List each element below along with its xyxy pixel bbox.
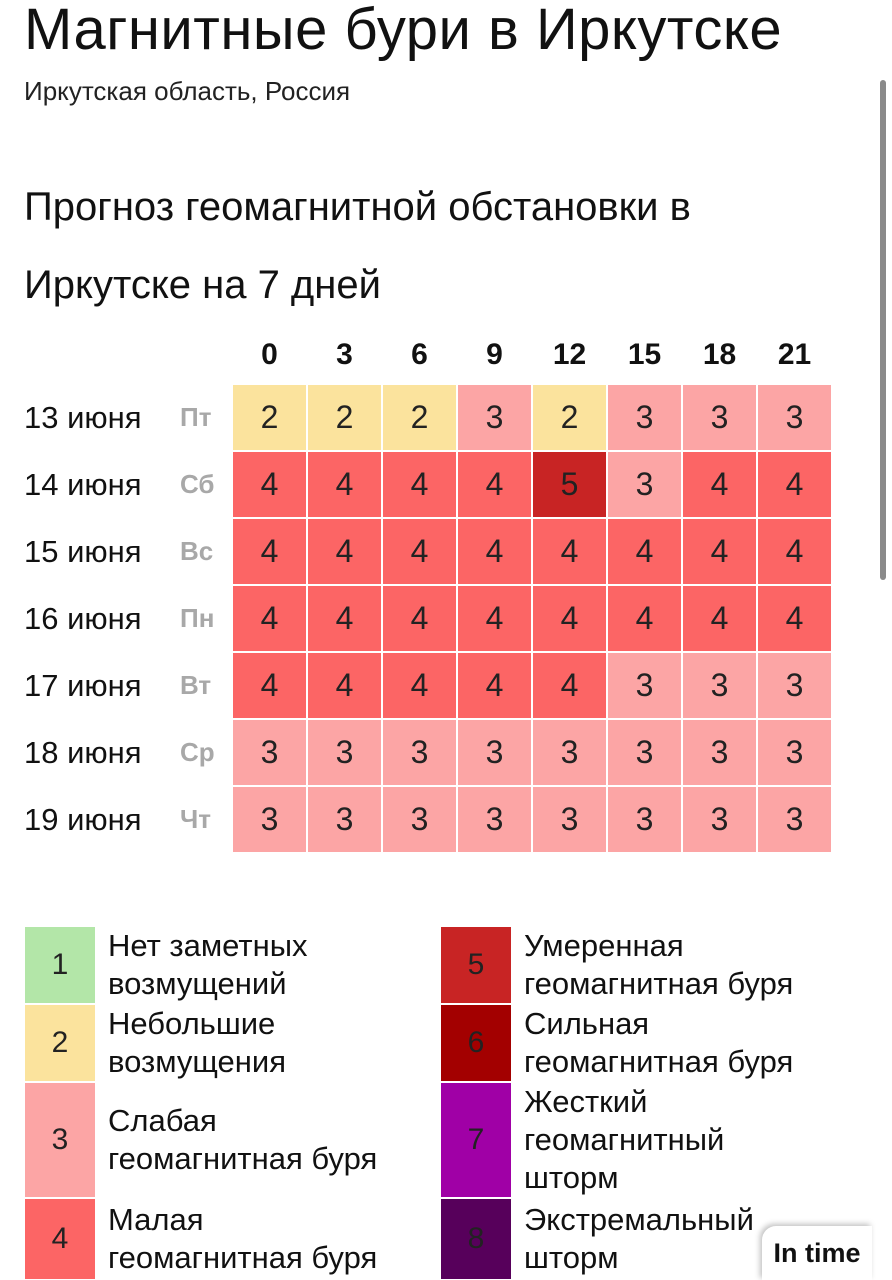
- legend-description-line: Сильная: [524, 1006, 650, 1041]
- legend-description: [108, 1005, 286, 1081]
- kp-cell: 3: [682, 719, 757, 786]
- weekday-label: Вт: [180, 670, 212, 700]
- legend-description-line: шторм: [524, 1160, 619, 1195]
- date-row: [24, 518, 228, 585]
- weekday-label: Пт: [180, 402, 212, 432]
- legend-level: 3: [51, 1123, 69, 1156]
- legend-item: [440, 1082, 850, 1198]
- legend-item: [24, 1198, 434, 1280]
- hour-label: 0: [261, 338, 278, 371]
- kp-cell: 4: [457, 652, 532, 719]
- kp-cell: 4: [457, 518, 532, 585]
- legend-level: 8: [467, 1222, 485, 1255]
- kp-cell: 2: [232, 384, 307, 451]
- legend-description-line: Нет заметных: [108, 928, 308, 963]
- legend-description: [108, 1102, 377, 1178]
- legend-level: 4: [51, 1222, 69, 1255]
- legend-item: [440, 1004, 850, 1082]
- legend-level: 5: [467, 948, 485, 981]
- hour-label: 21: [777, 338, 812, 371]
- kp-cell: 3: [382, 719, 457, 786]
- kp-cell: 3: [757, 719, 832, 786]
- section-title: Прогноз геомагнитной обстановки в Иркутске на 7 дней: [24, 185, 691, 307]
- kp-cell: 3: [232, 786, 307, 853]
- kp-cell: 3: [457, 786, 532, 853]
- kp-cell: 3: [757, 652, 832, 719]
- weekday-label: Ср: [180, 737, 215, 767]
- page-title: Магнитные бури в Иркутске: [24, 0, 783, 62]
- date-row: [24, 652, 228, 719]
- date-row: [24, 451, 228, 518]
- kp-cell: 3: [457, 719, 532, 786]
- kp-cell: 3: [532, 786, 607, 853]
- legend-description: [524, 1005, 793, 1081]
- legend-swatch: [24, 1082, 96, 1198]
- kp-cell: 3: [607, 384, 682, 451]
- legend-swatch: [440, 1004, 512, 1082]
- kp-cell: 3: [382, 786, 457, 853]
- date-row: [24, 786, 228, 853]
- kp-cell: 4: [607, 585, 682, 652]
- hour-label: 9: [486, 338, 503, 371]
- kp-cell: 4: [682, 518, 757, 585]
- kp-cell: 3: [457, 384, 532, 451]
- date-label: 14 июня: [24, 466, 142, 502]
- kp-cell: 4: [232, 451, 307, 518]
- legend-swatch: [24, 926, 96, 1004]
- hour-label: 3: [336, 338, 353, 371]
- legend-description-line: Слабая: [108, 1103, 217, 1138]
- kp-cell: 3: [532, 719, 607, 786]
- kp-cell: 4: [307, 585, 382, 652]
- legend-item: [24, 1004, 434, 1082]
- legend-item: [24, 926, 434, 1004]
- kp-cell: 4: [232, 585, 307, 652]
- legend-description: [524, 1201, 754, 1277]
- kp-cell: 4: [307, 518, 382, 585]
- kp-cell: 3: [757, 786, 832, 853]
- kp-cell: 4: [532, 585, 607, 652]
- hour-label: 18: [702, 338, 737, 371]
- date-row: [24, 585, 228, 652]
- legend-description: [524, 927, 793, 1003]
- legend-swatch: [24, 1004, 96, 1082]
- legend-description-line: геомагнитная буря: [524, 966, 794, 1001]
- kp-cell: 4: [757, 585, 832, 652]
- legend-description-line: геомагнитная буря: [524, 1044, 794, 1079]
- kp-cell: 3: [682, 652, 757, 719]
- date-label: 15 июня: [24, 533, 142, 569]
- kp-cell: 4: [457, 585, 532, 652]
- kp-cell: 4: [232, 518, 307, 585]
- kp-cell: 3: [607, 786, 682, 853]
- kp-cell: 3: [757, 384, 832, 451]
- legend-description-line: шторм: [524, 1240, 619, 1275]
- kp-cell: 4: [382, 585, 457, 652]
- kp-cell: 2: [532, 384, 607, 451]
- kp-cell: 4: [457, 451, 532, 518]
- kp-cell: 4: [232, 652, 307, 719]
- kp-cell: 3: [607, 719, 682, 786]
- hour-label: 6: [411, 338, 428, 371]
- legend-level: 2: [51, 1026, 69, 1059]
- forecast-hours-header: [232, 330, 832, 380]
- legend-item: [24, 1082, 434, 1198]
- legend-description-line: возмущений: [108, 966, 287, 1001]
- kp-cell: 4: [307, 652, 382, 719]
- kp-cell: 4: [682, 451, 757, 518]
- kp-cell: 3: [607, 451, 682, 518]
- legend-description-line: геомагнитная буря: [108, 1141, 378, 1176]
- scrollbar[interactable]: [880, 80, 886, 580]
- forecast-grid: [232, 384, 832, 853]
- kp-cell: 3: [232, 719, 307, 786]
- kp-cell: 4: [382, 652, 457, 719]
- date-label: 17 июня: [24, 667, 142, 703]
- date-label: 13 июня: [24, 399, 142, 435]
- legend-swatch: [440, 1082, 512, 1198]
- kp-cell: 4: [532, 652, 607, 719]
- legend-description: [108, 1201, 377, 1277]
- kp-cell: 4: [307, 451, 382, 518]
- weekday-label: Пн: [180, 603, 215, 633]
- kp-cell: 3: [307, 786, 382, 853]
- legend-description: [524, 1083, 724, 1197]
- kp-cell: 3: [307, 719, 382, 786]
- kp-cell: 4: [532, 518, 607, 585]
- weekday-label: Сб: [180, 469, 215, 499]
- legend-description-line: Малая: [108, 1202, 204, 1237]
- kp-cell: 4: [757, 518, 832, 585]
- brand-badge[interactable]: [762, 1226, 872, 1280]
- kp-cell: 4: [382, 451, 457, 518]
- legend-description-line: возмущения: [108, 1044, 287, 1079]
- hour-label: 12: [552, 338, 587, 371]
- kp-cell: 3: [682, 384, 757, 451]
- page-subtitle: Иркутская область, Россия: [24, 76, 351, 106]
- date-label: 19 июня: [24, 801, 142, 837]
- brand-badge-label: In time: [773, 1237, 861, 1268]
- weekday-label: Чт: [180, 804, 212, 834]
- legend-description-line: Экстремальный: [524, 1202, 754, 1237]
- legend-swatch: [440, 1198, 512, 1280]
- kp-cell: 4: [757, 451, 832, 518]
- kp-cell: 3: [682, 786, 757, 853]
- date-label: 16 июня: [24, 600, 142, 636]
- legend-level: 7: [467, 1123, 485, 1156]
- legend: [24, 926, 844, 1280]
- legend-description-line: геомагнитная буря: [108, 1240, 378, 1275]
- kp-cell: 2: [307, 384, 382, 451]
- legend-swatch: [24, 1198, 96, 1280]
- date-label: 18 июня: [24, 734, 142, 770]
- legend-level: 6: [467, 1026, 485, 1059]
- weekday-label: Вс: [180, 536, 214, 566]
- kp-cell: 4: [382, 518, 457, 585]
- legend-swatch: [440, 926, 512, 1004]
- hour-label: 15: [627, 338, 662, 371]
- kp-cell: 5: [532, 451, 607, 518]
- kp-cell: 4: [607, 518, 682, 585]
- legend-description-line: геомагнитный: [524, 1122, 725, 1157]
- kp-cell: 3: [607, 652, 682, 719]
- legend-description: [108, 927, 308, 1003]
- legend-level: 1: [51, 948, 69, 981]
- legend-description-line: Небольшие: [108, 1006, 276, 1041]
- kp-cell: 4: [682, 585, 757, 652]
- date-row: [24, 384, 228, 451]
- legend-item: [440, 926, 850, 1004]
- date-row: [24, 719, 228, 786]
- forecast-dates-column: [24, 384, 228, 853]
- legend-description-line: Умеренная: [524, 928, 684, 963]
- kp-cell: 2: [382, 384, 457, 451]
- legend-description-line: Жесткий: [524, 1084, 648, 1119]
